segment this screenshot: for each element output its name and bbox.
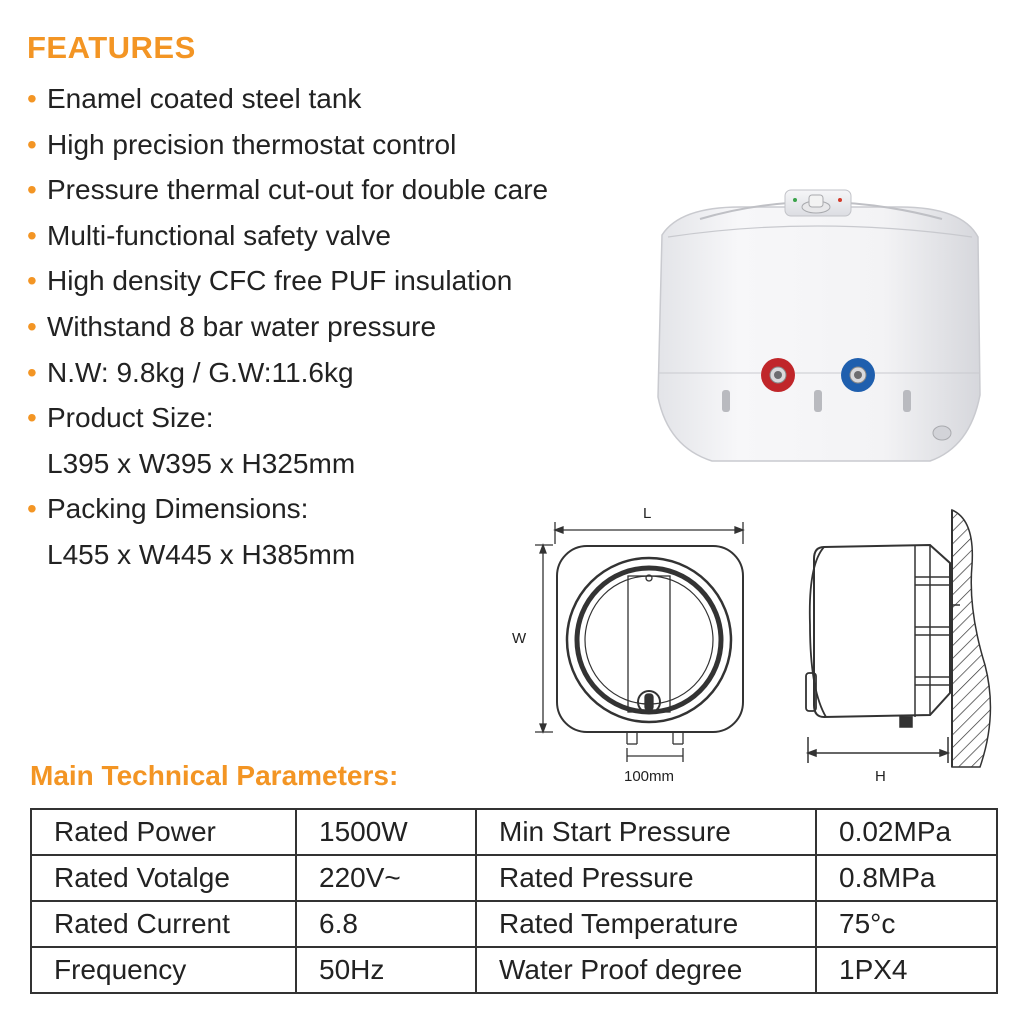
hot-water-inlet [761, 358, 795, 392]
bullet-icon: • [27, 310, 37, 342]
dimension-label-h: H [875, 768, 886, 785]
param-value: 220V~ [296, 855, 476, 901]
bullet-icon: • [27, 83, 37, 114]
table-row [31, 947, 997, 993]
param-value: 0.02MPa [816, 809, 997, 855]
dimension-label-w: W [512, 630, 527, 647]
param-name: Rated Current [31, 901, 296, 947]
dimension-label-l: L [643, 505, 652, 522]
table-row [31, 855, 997, 901]
bullet-icon: • [27, 402, 37, 434]
param-name: Water Proof degree [476, 947, 816, 993]
table-row [31, 809, 997, 855]
param-value: 1PX4 [816, 947, 997, 993]
param-name: Rated Temperature [476, 901, 816, 947]
front-dimension-drawing [505, 500, 755, 790]
feature-text: Packing Dimensions: [47, 493, 309, 525]
features-title: FEATURES [27, 30, 196, 65]
feature-item [27, 76, 548, 122]
wall [952, 510, 990, 767]
feature-text: Product Size: [47, 402, 214, 434]
feature-text: N.W: 9.8kg / G.W:11.6kg [47, 356, 354, 388]
feature-item [27, 304, 548, 350]
feature-item [27, 122, 548, 168]
param-name: Rated Pressure [476, 855, 816, 901]
feature-text: High density CFC free PUF insulation [47, 265, 513, 297]
feature-text-line2: L455 x W445 x H385mm [47, 538, 356, 570]
feature-text: Withstand 8 bar water pressure [47, 310, 437, 342]
bullet-icon: • [27, 219, 37, 251]
param-name: Rated Votalge [31, 855, 296, 901]
cold-water-inlet [841, 358, 875, 392]
params-title: Main Technical Parameters: [30, 760, 399, 791]
bullet-icon: • [27, 493, 37, 525]
dimension-label-spacing: 100mm [624, 768, 675, 785]
table-row [31, 901, 997, 947]
param-name: Frequency [31, 947, 296, 993]
params-table [30, 808, 998, 994]
param-value: 1500W [296, 809, 476, 855]
param-value: 6.8 [296, 901, 476, 947]
product-photo [650, 185, 985, 470]
heater-body [658, 190, 980, 461]
bullet-icon: • [27, 128, 37, 160]
feature-item [27, 395, 548, 486]
param-value: 75°c [816, 901, 997, 947]
feature-text: Enamel coated steel tank [47, 83, 362, 114]
feature-text: Multi-functional safety valve [47, 219, 391, 251]
param-value: 50Hz [296, 947, 476, 993]
param-name: Min Start Pressure [476, 809, 816, 855]
bullet-icon: • [27, 174, 37, 206]
bullet-icon: • [27, 356, 37, 388]
feature-item [27, 167, 548, 213]
features-list [27, 76, 548, 578]
feature-item [27, 486, 548, 577]
feature-item [27, 213, 548, 259]
feature-item [27, 350, 548, 396]
bullet-icon: • [27, 265, 37, 297]
param-value: 0.8MPa [816, 855, 997, 901]
param-name: Rated Power [31, 809, 296, 855]
feature-text: High precision thermostat control [47, 128, 457, 160]
side-dimension-drawing [800, 505, 1000, 780]
feature-text: Pressure thermal cut-out for double care [47, 174, 549, 206]
feature-text-line2: L395 x W395 x H325mm [47, 447, 356, 479]
feature-item [27, 258, 548, 304]
